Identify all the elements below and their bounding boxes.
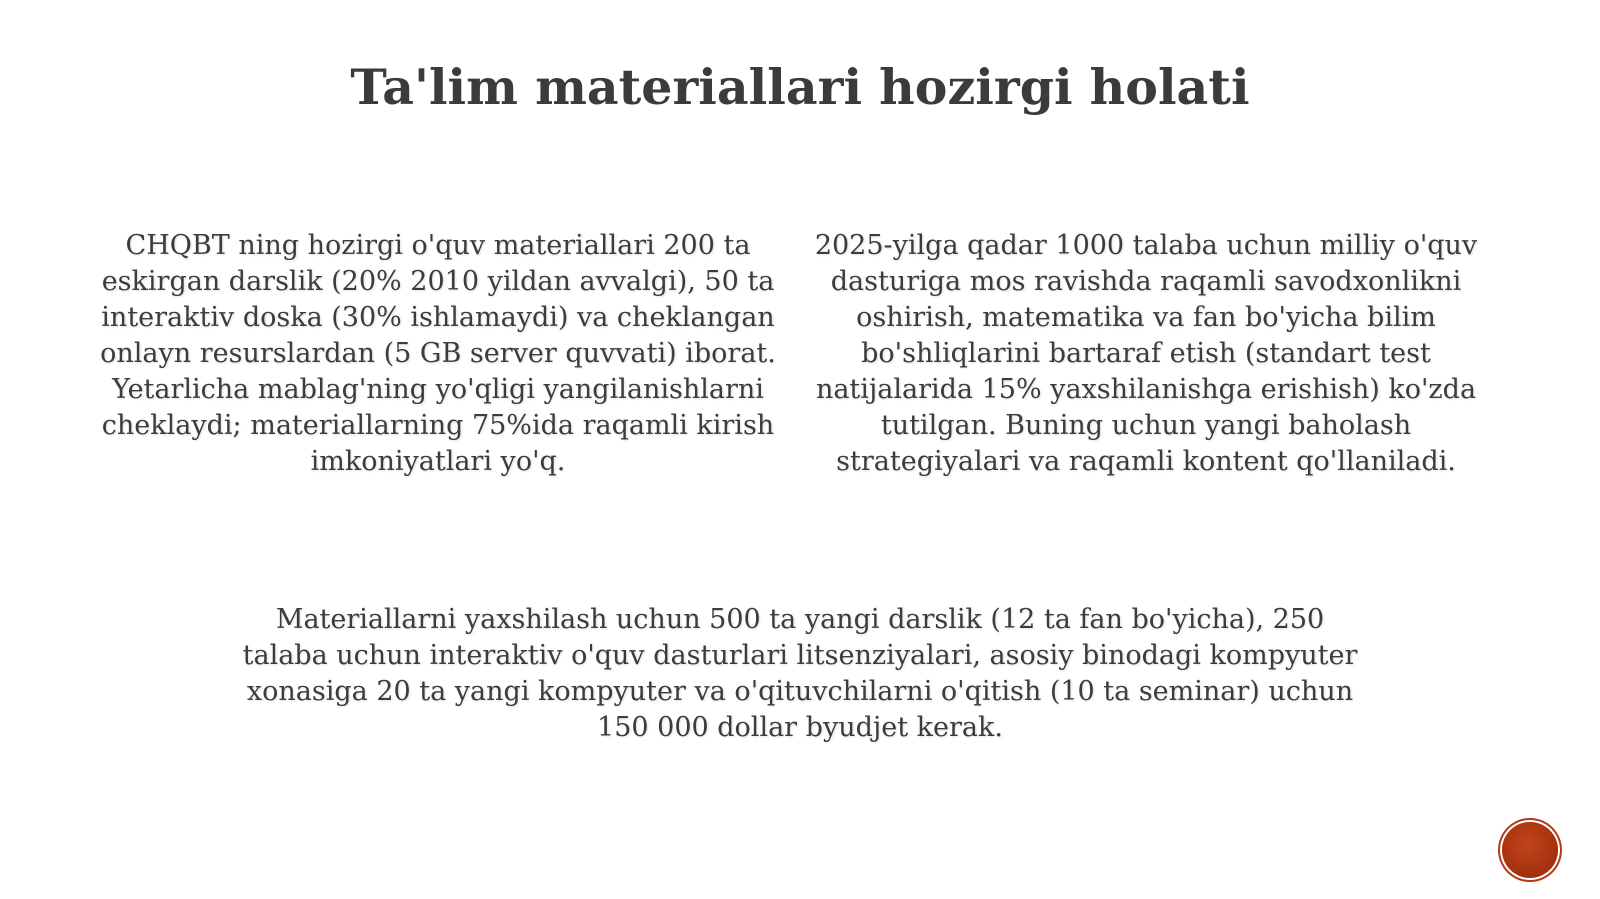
slide-title: Ta'lim materiallari hozirgi holati — [350, 58, 1250, 116]
left-paragraph: CHQBT ning hozirgi o'quv materiallari 200 ta eskirgan darslik (20% 2010 yildan avvalgi), 50 ta interaktiv doska (30% ishlamaydi) va cheklangan onlayn resurslardan (5 GB server quvvati) iborat. Yetarlicha mablag'ning yo'qligi yangilanishlarni cheklaydi; materiallarning 75%ida raqamli kirish imkoniyatlari yo'q. — [100, 230, 776, 477]
bottom-paragraph: Materiallarni yaxshilash uchun 500 ta yangi darslik (12 ta fan bo'yicha), 250 talaba uchun interaktiv o'quv dasturlari litsenziyalari, asosiy binodagi kompyuter xonasiga 20 ta yangi kompyuter va o'qituvchilarni o'qitish (10 ta seminar) uchun 150 000 dollar byudjet kerak. — [242, 604, 1358, 743]
circle-button-icon[interactable] — [1502, 822, 1558, 878]
right-paragraph: 2025-yilga qadar 1000 talaba uchun milliy o'quv dasturiga mos ravishda raqamli savodxonlikni oshirish, matematika va fan bo'yicha bilim bo'shliqlarini bartaraf etish (standart test natijalarida 15% yaxshilanishga erishish) ko'zda tutilgan. Buning uchun yangi baholash strategiyalari va raqamli kontent qo'llaniladi. — [814, 230, 1478, 477]
